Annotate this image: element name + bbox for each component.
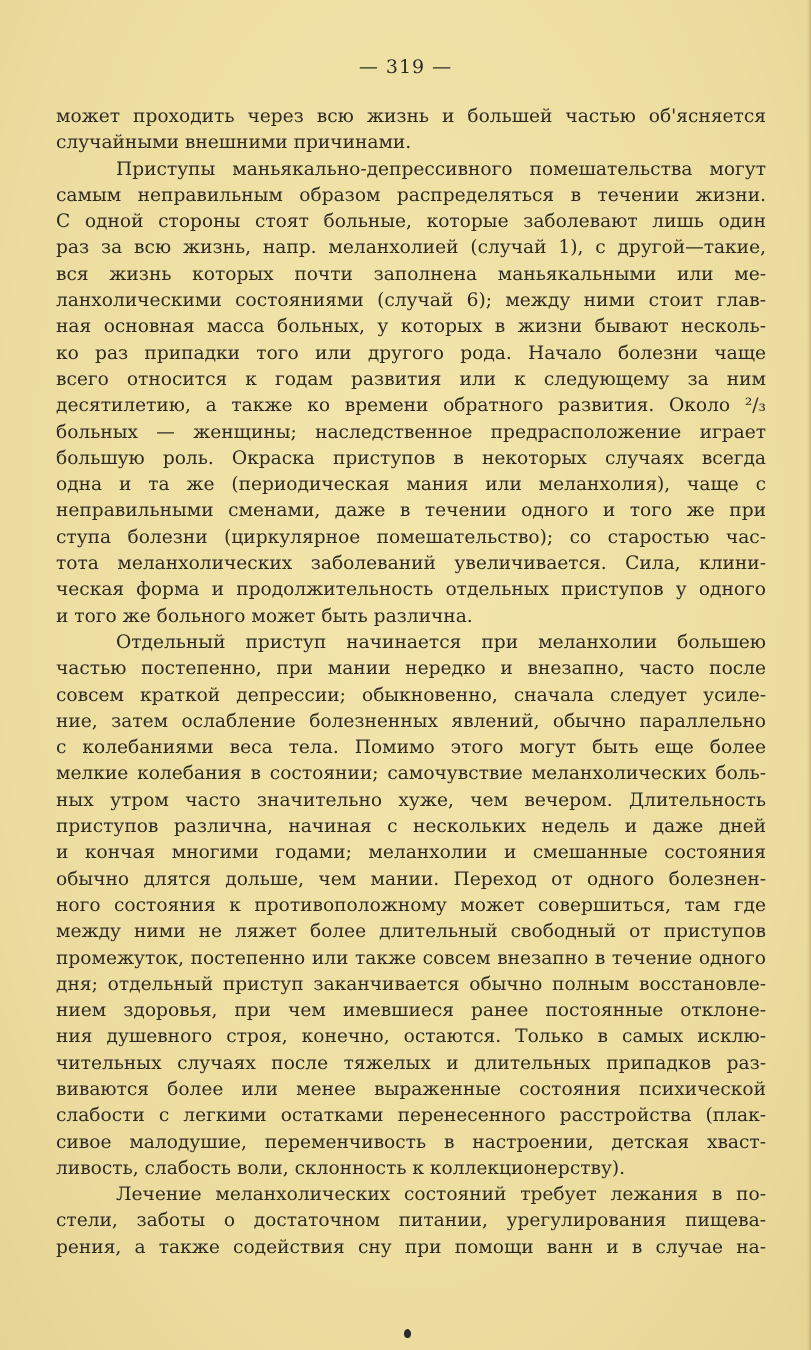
text-line: дня; отдельный приступ заканчивается обычно полным восстановле- xyxy=(56,973,766,995)
text-line: раз за всю жизнь, напр. меланхолией (случай 1), с другой—такие, xyxy=(56,237,766,259)
text-line: ния душевного строя, конечно, остаются. Только в самых исклю- xyxy=(56,1026,766,1048)
page-edge-shadow xyxy=(807,0,811,1350)
text-line: ливость, слабость воли, склонность к коллекционерству). xyxy=(56,1157,626,1179)
ink-mark xyxy=(404,1329,411,1338)
text-line: и того же больного может быть различна. xyxy=(56,605,473,627)
text-line: тота меланхолических заболеваний увеличивается. Сила, клини- xyxy=(56,553,766,575)
text-line: ступа болезни (циркулярное помешательство); со старостью час- xyxy=(56,526,766,548)
text-line: самым неправильным образом распределяться в течении жизни. xyxy=(56,184,766,206)
text-line: Приступы маньякально-депрессивного помешательства могут xyxy=(116,158,766,180)
text-line: Лечение меланхолических состояний требует лежания в по- xyxy=(116,1184,766,1206)
text-line: виваются более или менее выраженные состояния психической xyxy=(56,1078,766,1100)
text-line: ние, затем ослабление болезненных явлений, обычно параллельно xyxy=(56,710,766,732)
text-line: промежуток, постепенно или также совсем внезапно в течение одного xyxy=(56,947,766,969)
text-line: обычно длятся дольше, чем мании. Переход от одного болезнен- xyxy=(56,868,766,890)
text-line: десятилетию, а также ко времени обратного развития. Около ²/₃ xyxy=(56,395,766,417)
text-line: стели, заботы о достаточном питании, урегулирования пищева- xyxy=(56,1210,766,1232)
text-line: С одной стороны стоят больные, которые заболевают лишь один xyxy=(56,211,766,233)
text-line: рения, а также содействия сну при помощи ванн и в случае на- xyxy=(56,1236,766,1258)
text-line: чительных случаях после тяжелых и длительных припадков раз- xyxy=(56,1052,766,1074)
text-line: ланхолическими состояниями (случай 6); между ними стоит глав- xyxy=(56,290,766,312)
text-line: одна и та же (периодическая мания или меланхолия), чаще с xyxy=(56,474,766,496)
text-line: большую роль. Окраска приступов в некоторых случаях всегда xyxy=(56,447,766,469)
text-line: ного состояния к противоположному может совершиться, там где xyxy=(56,894,766,916)
text-line: частью постепенно, при мании нередко и внезапно, часто после xyxy=(56,658,766,680)
page-number: — 319 — xyxy=(358,56,453,78)
text-line: мелкие колебания в состоянии; самочувствие меланхолических боль- xyxy=(56,763,766,785)
text-line: ческая форма и продолжительность отдельных приступов у одного xyxy=(56,579,766,601)
text-line: больных — женщины; наследственное предрасположение играет xyxy=(56,421,766,443)
text-line: слабости с легкими остатками перенесенного расстройства (плак- xyxy=(56,1105,766,1127)
body-text xyxy=(56,104,766,1261)
text-line: сивое малодушие, переменчивость в настроении, детская хваст- xyxy=(56,1131,766,1153)
text-line: нием здоровья, при чем имевшиеся ранее постоянные отклоне- xyxy=(56,1000,766,1022)
text-line: Отдельный приступ начинается при меланхолии большею xyxy=(116,631,766,653)
text-line: неправильными сменами, даже в течении одного и того же при xyxy=(56,500,766,522)
text-line: совсем краткой депрессии; обыкновенно, сначала следует усиле- xyxy=(56,684,766,706)
text-line: случайными внешними причинами. xyxy=(56,132,412,154)
text-line: ная основная масса больных, у которых в жизни бывают несколь- xyxy=(56,316,766,338)
text-line: с колебаниями веса тела. Помимо этого могут быть еще более xyxy=(56,737,766,759)
text-line: вся жизнь которых почти заполнена маньякальными или ме- xyxy=(56,263,766,285)
text-line: ко раз припадки того или другого рода. Начало болезни чаще xyxy=(56,342,766,364)
text-line: может проходить через всю жизнь и большей частью об'ясняется xyxy=(56,106,766,127)
text-line: ных утром часто значительно хуже, чем вечером. Длительность xyxy=(56,789,766,811)
text-line: приступов различна, начиная с нескольких недель и даже дней xyxy=(56,816,766,838)
text-line: и кончая многими годами; меланхолии и смешанные состояния xyxy=(56,842,766,864)
text-line: всего относится к годам развития или к следующему за ним xyxy=(56,368,766,390)
text-line: между ними не ляжет более длительный свободный от приступов xyxy=(56,921,766,943)
